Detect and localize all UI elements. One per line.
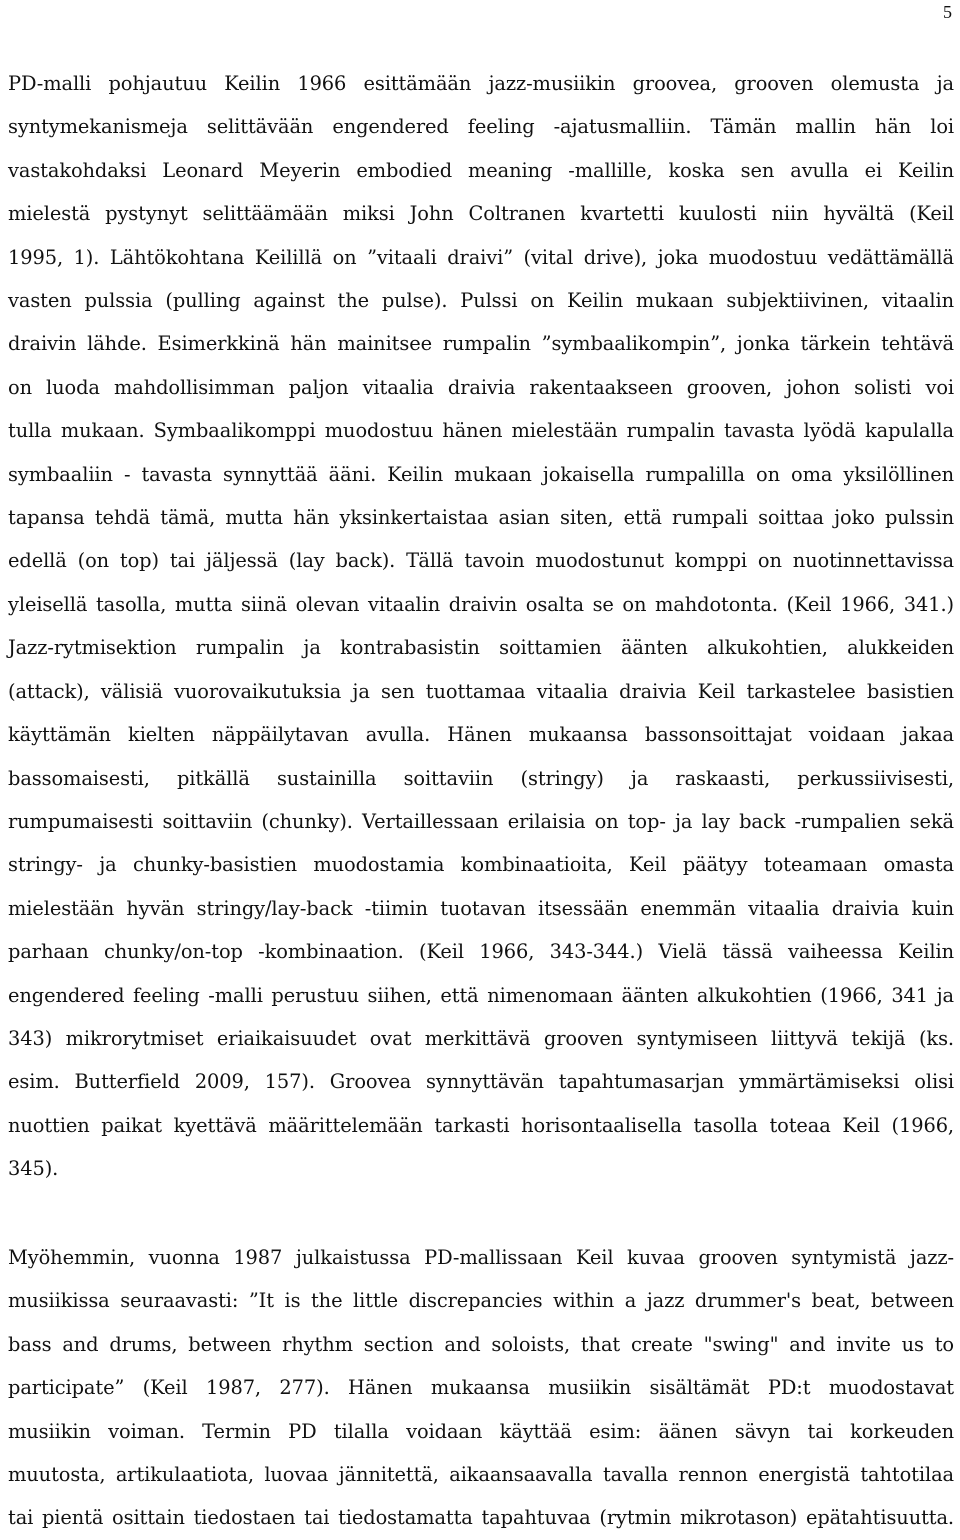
text-line: 345). [8,1157,59,1181]
text-line: 343) mikrorytmiset eriaikaisuudet ovat merkittävä grooven syntymiseen liittyvä tekijä (ks. [8,1026,954,1050]
text-line: musiikissa seuraavasti: ”It is the little discrepancies within a jazz drummer's beat, between [8,1289,954,1313]
text-line: draivin lähde. Esimerkkinä hän mainitsee rumpalin ”symbaalikompin”, jonka tärkein tehtävä [8,332,954,356]
text-line: bassomaisesti, pitkällä sustainilla soittaviin (stringy) ja raskaasti, perkussiivisesti, [8,766,954,790]
text-line: PD-malli pohjautuu Keilin 1966 esittämään jazz-musiikin groovea, grooven olemusta ja [8,72,954,95]
text-line: engendered feeling -malli perustuu siihen, että nimenomaan äänten alkukohtien (1966, 341 ja [8,983,954,1007]
text-line: edellä (on top) tai jäljessä (lay back). Tällä tavoin muodostunut komppi on nuotinnettavissa [8,549,954,573]
text-line: musiikin voiman. Termin PD tilalla voidaan käyttää esim: äänen sävyn tai korkeuden [8,1419,954,1443]
text-line: Jazz-rytmisektion rumpalin ja kontrabasistin soittamien äänten alkukohtien, alukkeiden [8,636,954,660]
text-line: on luoda mahdollisimman paljon vitaalia draivia rakentaakseen grooven, johon solisti voi [8,375,954,399]
text-line: bass and drums, between rhythm section and soloists, that create "swing" and invite us to [8,1332,954,1356]
text-line: (attack), välisiä vuorovaikutuksia ja sen tuottamaa vitaalia draivia Keil tarkastelee basistien [8,679,954,703]
paragraph-1 [8,62,954,1191]
paragraph-2 [8,1236,954,1540]
text-line: vasten pulssia (pulling against the pulse). Pulssi on Keilin mukaan subjektiivinen, vitaalin [8,289,954,313]
text-line: participate” (Keil 1987, 277). Hänen mukaansa musiikin sisältämät PD:t muodostavat [8,1376,954,1400]
text-line: 1995, 1). Lähtökohtana Keilillä on ”vitaali draivi” (vital drive), joka muodostuu vedättämällä [8,245,954,269]
page-number: 5 [943,2,952,22]
text-line: nuottien paikat kyettävä määrittelemään tarkasti horisontaalisella tasolla toteaa Keil (1966, [8,1113,954,1137]
text-line: yleisellä tasolla, mutta siinä olevan vitaalin draivin osalta se on mahdotonta. (Keil 1966, 341.) [8,592,954,616]
text-line: tulla mukaan. Symbaalikomppi muodostuu hänen mielestään rumpalin tavasta lyödä kapulalla [8,419,954,443]
text-line: tapansa tehdä tämä, mutta hän yksinkertaistaa asian siten, että rumpali soittaa joko pulssin [8,506,954,530]
text-line: mielestä pystynyt selittäämään miksi John Coltranen kvartetti kuulosti niin hyvältä (Keil [8,202,954,226]
text-line: rumpumaisesti soittaviin (chunky). Vertaillessaan erilaisia on top- ja lay back -rumpalien sekä [8,809,954,833]
text-line: muutosta, artikulaatiota, luovaa jännitettä, aikaansaavalla tavalla rennon energistä tahtotilaa [8,1463,954,1487]
text-line: vastakohdaksi Leonard Meyerin embodied meaning -mallille, koska sen avulla ei Keilin [8,158,954,182]
text-line: symbaaliin - tavasta synnyttää ääni. Keilin mukaan jokaisella rumpalilla on oma yksilöllinen [8,462,954,486]
text-line: tai pientä osittain tiedostaen tai tiedostamatta tapahtuvaa (rytmin mikrotason) epätahtisuutta. [8,1506,954,1530]
text-line: parhaan chunky/on-top -kombinaation. (Keil 1966, 343-344.) Vielä tässä vaiheessa Keilin [8,940,954,964]
text-line: mielestään hyvän stringy/lay-back -tiimin tuotavan itsessään enemmän vitaalia draivia kuin [8,896,954,920]
text-line: esim. Butterfield 2009, 157). Groovea synnyttävän tapahtumasarjan ymmärtämiseksi olisi [8,1070,954,1094]
text-line: syntymekanismeja selittävään engendered feeling -ajatusmalliin. Tämän mallin hän loi [8,115,954,139]
text-line: Myöhemmin, vuonna 1987 julkaistussa PD-mallissaan Keil kuvaa grooven syntymistä jazz- [8,1246,954,1269]
text-line: stringy- ja chunky-basistien muodostamia kombinaatioita, Keil päätyy toteamaan omasta [8,853,954,877]
text-line: käyttämän kielten näppäilytavan avulla. Hänen mukaansa bassonsoittajat voidaan jakaa [8,723,954,747]
